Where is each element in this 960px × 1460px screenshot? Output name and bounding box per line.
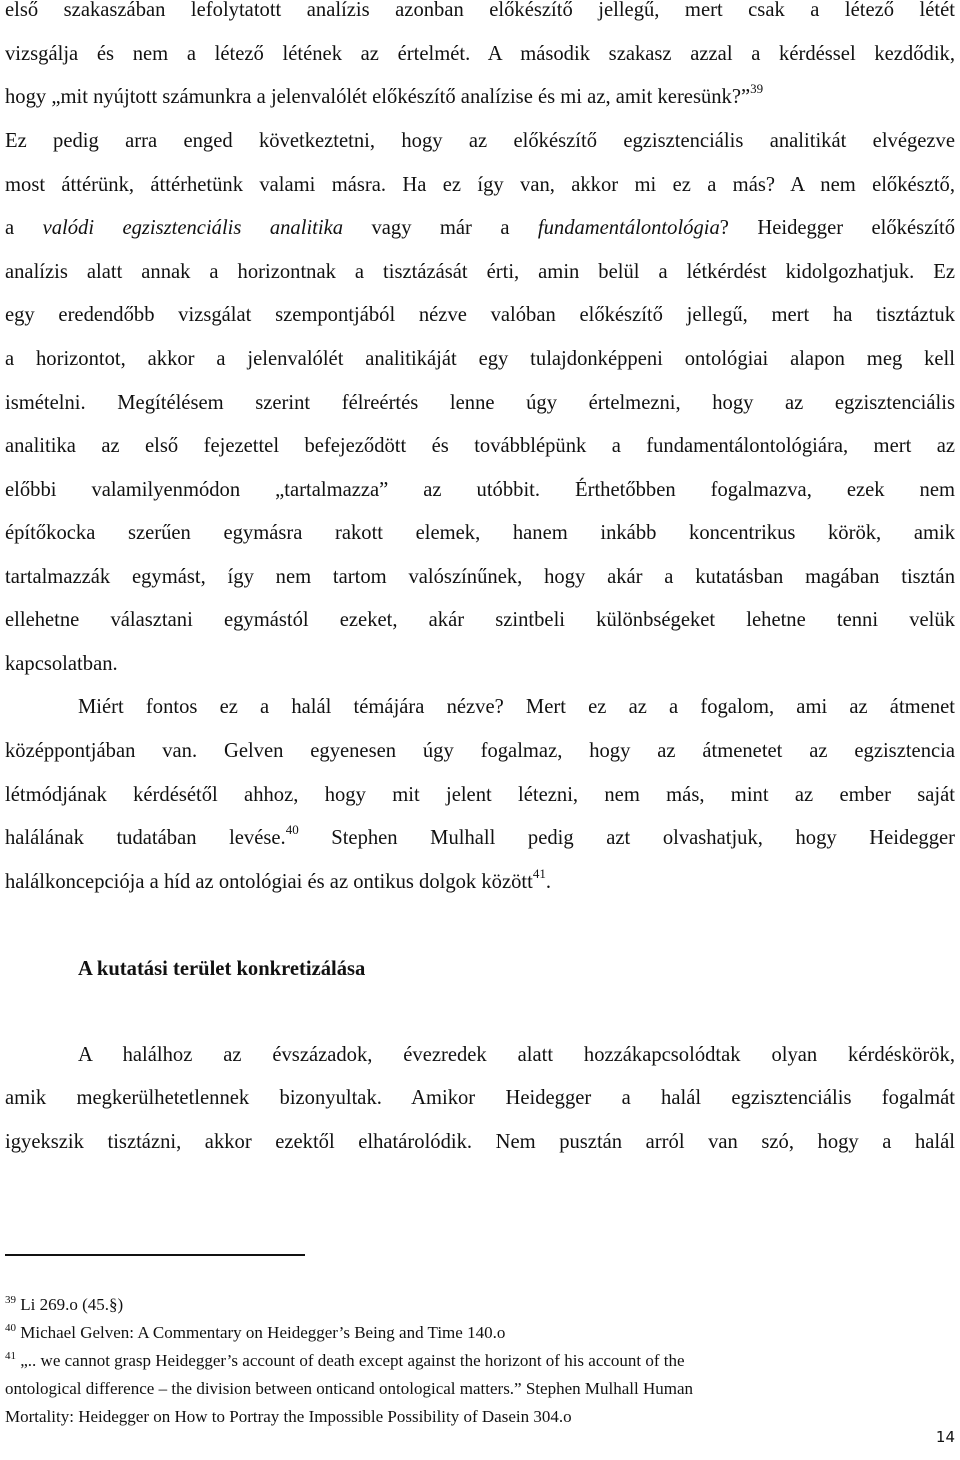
body-line: a valódi egzisztenciális analitika vagy már a fundamentálontológia? Heidegger előkészítő [5, 217, 955, 239]
body-line: ismételni. Megítélésem szerint félreértés lenne úgy értelmezni, hogy az egzisztenciális [5, 392, 955, 414]
body-line: Miért fontos ez a halál témájára nézve? Mert ez az a fogalom, ami az átmenet [78, 696, 955, 718]
section-heading: A kutatási terület konkretizálása [78, 958, 366, 980]
body-line: analitika az első fejezettel befejeződött és továbblépünk a fundamentálontológiára, mert az [5, 435, 955, 457]
body-line: a horizontot, akkor a jelenvalólét analitikáját egy tulajdonképpeni ontológiai alapon meg kell [5, 348, 955, 370]
body-line: létmódjának kérdésétől ahhoz, hogy mit jelent létezni, nem más, mint az ember saját [5, 784, 955, 806]
body-line: egy eredendőbb vizsgálat szempontjából nézve valóban előkészítő jellegű, mert ha tisztáztuk [5, 304, 955, 326]
body-line: analízis alatt annak a horizontnak a tisztázását érti, amin belül a létkérdést kidolgozhatjuk. Ez [5, 261, 955, 283]
body-line: most áttérünk, áttérhetünk valami másra. Ha ez így van, akkor mi ez a más? A nem előkésztő, [5, 174, 955, 196]
page-number: 14 [935, 1428, 955, 1446]
body-line: halálkoncepciója a híd az ontológiai és az ontikus dolgok között$^{41}$. [5, 866, 552, 893]
body-line: építőkocka szerűen egymásra rakott elemek, hanem inkább koncentrikus körök, amik [5, 522, 955, 544]
footnote: $^{39}$ Li 269.o (45.§) [5, 1294, 124, 1314]
footnote: ontological difference – the division between onticand ontological matters.” Stephen Mulhall Human [5, 1379, 694, 1398]
body-line: Ez pedig arra enged következtetni, hogy az előkészítő egzisztenciális analitikát elvégezve [5, 130, 955, 152]
body-line: középpontjában van. Gelven egyenesen úgy fogalmaz, hogy az átmenetet az egzisztencia [5, 740, 955, 762]
body-line: első szakaszában lefolytatott analízis azonban előkészítő jellegű, mert csak a létező létét [5, 0, 955, 21]
body-line: előbbi valamilyenmódon „tartalmazza” az utóbbit. Érthetőbben fogalmazva, ezek nem [5, 479, 955, 501]
footnote: Mortality: Heidegger on How to Portray the Impossible Possibility of Dasein 304.o [5, 1407, 572, 1426]
body-line: igyekszik tisztázni, akkor ezektől elhatárolódik. Nem pusztán arról van szó, hogy a halál [5, 1131, 955, 1153]
body-line: halálának tudatában levése.$^{40}$ Stephen Mulhall pedig azt olvashatjuk, hogy Heidegger [5, 822, 955, 849]
body-line: hogy „mit nyújtott számunkra a jelenvalólét előkészítő analízise és mi az, amit keresünk?”$^{39}$ [5, 81, 764, 108]
body-line: vizsgálja és nem a létező létének az értelmét. A második szakasz azzal a kérdéssel kezdődik, [5, 43, 955, 65]
body-line: kapcsolatban. [5, 653, 118, 675]
footnote-separator [5, 1254, 305, 1256]
body-line: A halálhoz az évszázadok, évezredek alatt hozzákapcsolódtak olyan kérdéskörök, [78, 1044, 955, 1066]
body-line: ellehetne választani egymástól ezeket, akár szintbeli különbségeket lehetne tenni velük [5, 609, 955, 631]
footnote-ref: 41 [532, 866, 546, 881]
body-line: tartalmazzák egymást, így nem tartom valószínűnek, hogy akár a kutatásban magában tisztán [5, 566, 955, 588]
footnote-ref: 39 [750, 81, 764, 96]
body-line: amik megkerülhetetlennek bizonyultak. Amikor Heidegger a halál egzisztenciális fogalmát [5, 1087, 955, 1109]
footnote-ref: 40 [285, 822, 299, 837]
footnote: $^{41}$ „.. we cannot grasp Heidegger’s account of death except against the horizont of his account of the [5, 1350, 685, 1370]
footnote: $^{40}$ Michael Gelven: A Commentary on Heidegger’s Being and Time 140.o [5, 1322, 506, 1342]
